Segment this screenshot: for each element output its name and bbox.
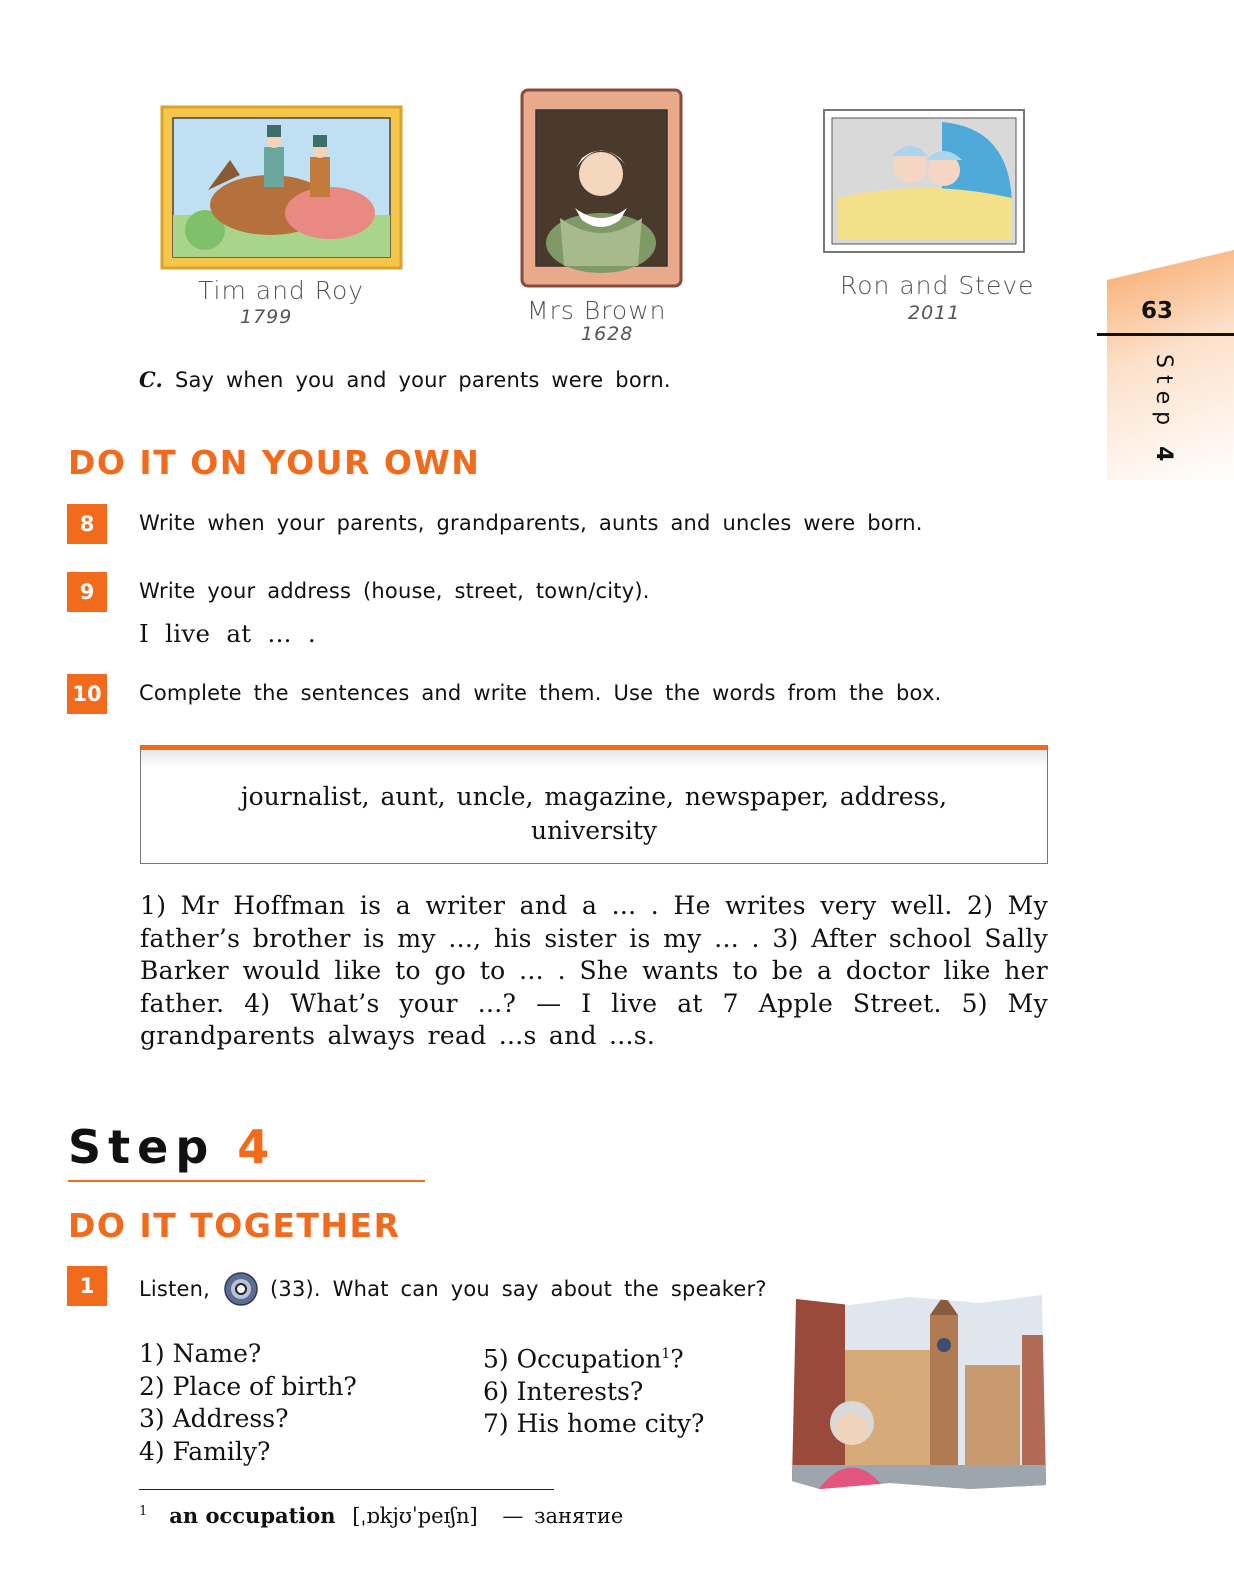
side-tab-label — [1151, 354, 1176, 468]
picture-tim-and-roy — [160, 105, 403, 270]
word-box-line-1: journalist, aunt, uncle, magazine, newspaper, address, — [240, 782, 948, 811]
caption-year-3: 2011 — [908, 302, 961, 324]
task-c — [139, 367, 671, 392]
caption-name-2: Mrs Brown — [527, 296, 667, 325]
city-picture — [790, 1295, 1048, 1490]
side-tab-word: Step — [1151, 354, 1176, 433]
audio-disc-icon[interactable] — [224, 1272, 258, 1306]
exercise-number-8: 8 — [67, 504, 107, 544]
word-box-text — [141, 780, 1047, 848]
picture-mrs-brown — [520, 88, 683, 288]
city-street-picture — [790, 1295, 1048, 1490]
step-underline — [68, 1180, 425, 1182]
step-number: 4 — [237, 1120, 277, 1174]
word-box — [140, 745, 1048, 864]
caption-name-3: Ron and Steve — [840, 271, 1035, 300]
picture-ron-and-steve — [822, 108, 1030, 260]
question-7: 7) His home city? — [483, 1409, 705, 1439]
page-number: 63 — [1141, 298, 1174, 324]
question-2: 2) Place of birth? — [139, 1371, 357, 1401]
footnote-rule — [139, 1489, 554, 1490]
caption-name-1: Tim and Roy — [198, 276, 365, 305]
question-6: 6) Interests? — [483, 1376, 644, 1406]
question-5: 5) Occupation$^1$? — [483, 1344, 684, 1374]
step-heading — [68, 1120, 276, 1174]
step-word: Step — [68, 1120, 216, 1174]
exercise-1-text — [139, 1272, 767, 1306]
exercise-number-9: 9 — [67, 572, 107, 612]
footnote-dash: — — [502, 1504, 524, 1528]
task-c-label: C. — [139, 367, 164, 392]
exercise-number-1: 1 — [67, 1266, 107, 1306]
footnote-translation: занятие — [534, 1504, 624, 1528]
exercise-1-text-before: Listen, — [139, 1277, 211, 1301]
exercise-number-10: 10 — [67, 674, 107, 714]
question-4: 4) Family? — [139, 1436, 271, 1466]
questions-left — [139, 1338, 357, 1468]
babies-in-pram-picture — [822, 108, 1030, 260]
footnote-transcription: [ˌɒkjʊˈpeɪʃn] — [352, 1504, 478, 1528]
questions-right — [483, 1338, 704, 1441]
exercise-1-text-after: (33). What can you say about the speaker? — [270, 1277, 767, 1301]
exercise-8-text: Write when your parents, grandparents, aunts and uncles were born. — [139, 511, 923, 535]
footnote — [139, 1503, 623, 1528]
portrait-of-lady-picture — [520, 88, 683, 288]
exercise-9-example: I live at ... . — [139, 619, 316, 648]
caption-year-2: 1628 — [581, 323, 634, 345]
task-c-text: Say when you and your parents were born. — [174, 368, 671, 392]
question-1: 1) Name? — [139, 1339, 262, 1368]
footnote-marker: 1 — [139, 1504, 148, 1519]
caption-year-1: 1799 — [240, 306, 293, 328]
exercise-9-text: Write your address (house, street, town/city). — [139, 579, 650, 603]
footnote-term: an occupation — [169, 1503, 336, 1528]
exercise-10-text: Complete the sentences and write them. Use the words from the box. — [139, 681, 942, 705]
riders-on-horse-picture — [160, 105, 403, 270]
word-box-line-2: university — [530, 816, 658, 845]
section-title-own: DO IT ON YOUR OWN — [68, 443, 481, 482]
side-tab-rule — [1097, 333, 1234, 336]
section-title-together: DO IT TOGETHER — [68, 1206, 401, 1245]
side-tab-number: 4 — [1151, 446, 1176, 469]
question-3: 3) Address? — [139, 1404, 289, 1433]
exercise-10-sentences: 1) Mr Hoffman is a writer and a ... . He writes very well. 2) My father’s brother is my ..., his sister is my ... . 3) After school Sally Barker would like to go to ... . She wants to be a doctor like her father. 4) What’s your ...? — I live at 7 Apple Street. 5) My grandparents always read ...s and ...s. — [140, 891, 1048, 1050]
